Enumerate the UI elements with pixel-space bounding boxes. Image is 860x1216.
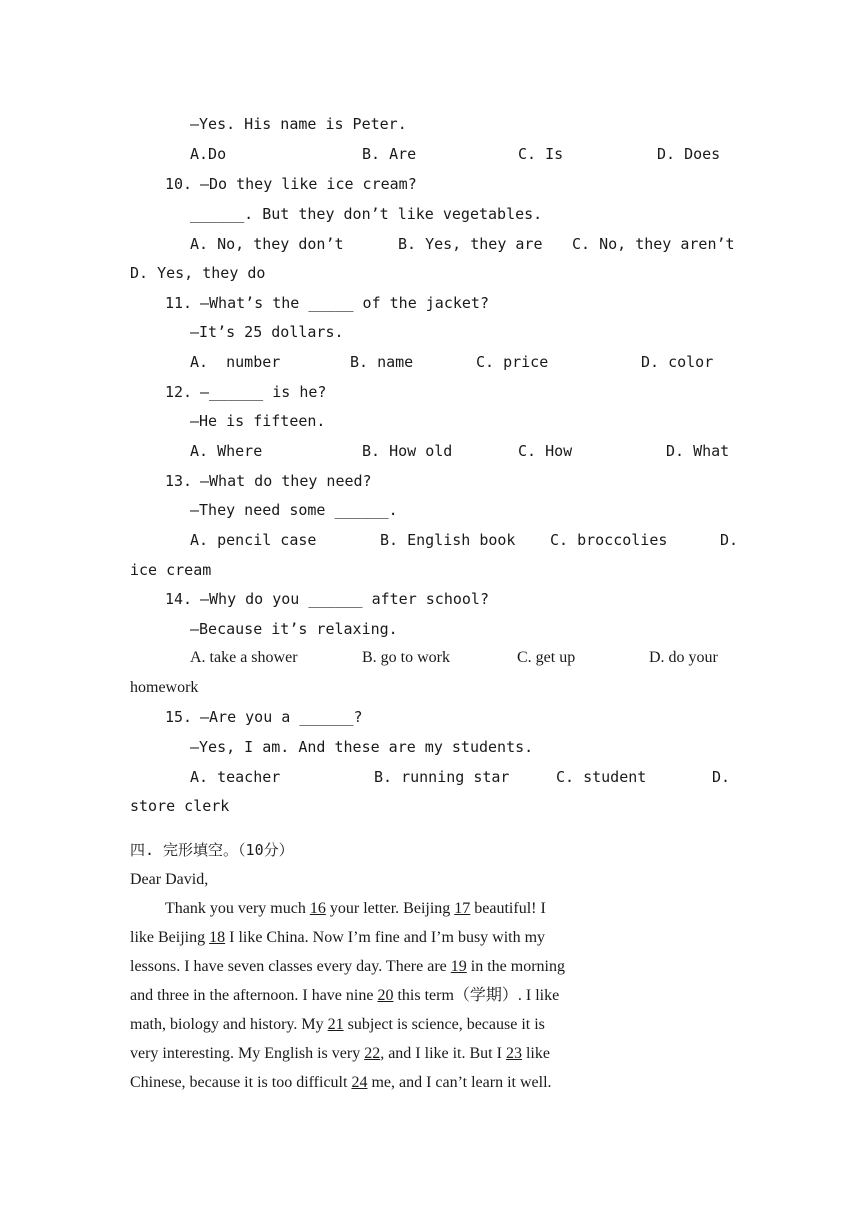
q9-option-c: C. Is — [518, 145, 564, 163]
q11-option-b: B. name — [350, 353, 414, 371]
q13-number: 13. — [165, 472, 193, 490]
q11-line2: —It’s 25 dollars. — [190, 323, 344, 341]
q10-question: —Do they like ice cream? — [200, 175, 417, 193]
blank-22: 22 — [364, 1045, 381, 1062]
q10-option-d: D. Yes, they do — [130, 264, 266, 282]
q11-question: —What’s the _____ of the jacket? — [200, 294, 489, 312]
q12-option-d: D. What — [666, 442, 730, 460]
q14-option-d: D. do your — [649, 649, 718, 666]
blank-17: 17 — [454, 900, 471, 917]
q11-number: 11. — [165, 294, 193, 312]
q14-option-c: C. get up — [517, 649, 576, 666]
q10-option-b: B. Yes, they are — [398, 235, 543, 253]
cloze-line-3: lessons. I have seven classes every day. There are 19 in the morning — [130, 958, 565, 975]
q14-number: 14. — [165, 590, 193, 608]
q14-option-a: A. take a shower — [190, 649, 298, 666]
q13-option-d: D. — [720, 531, 739, 549]
q10-number: 10. — [165, 175, 193, 193]
q10-line2: ______. But they don’t like vegetables. — [190, 205, 543, 223]
q15-option-b: B. running star — [374, 768, 510, 786]
cloze-line-4: and three in the afternoon. I have nine 20 this term（学期）. I like — [130, 987, 560, 1004]
q12-option-b: B. How old — [362, 442, 453, 460]
q9-option-b: B. Are — [362, 145, 417, 163]
q12-line2: —He is fifteen. — [190, 412, 326, 430]
blank-16: 16 — [309, 900, 326, 917]
q15-line2: —Yes, I am. And these are my students. — [190, 738, 534, 756]
q12-option-a: A. Where — [190, 442, 263, 460]
q13-option-d-wrap: ice cream — [130, 561, 212, 579]
cloze-line-7: Chinese, because it is too difficult 24 me, and I can’t learn it well. — [130, 1074, 552, 1091]
q15-option-d: D. — [712, 768, 731, 786]
q10-option-c: C. No, they aren’t — [572, 235, 735, 253]
blank-20: 20 — [377, 987, 394, 1004]
cloze-line-5: math, biology and history. My 21 subject is science, because it is — [130, 1016, 545, 1033]
q12-number: 12. — [165, 383, 193, 401]
blank-19: 19 — [450, 958, 467, 975]
cloze-line-2: like Beijing 18 I like China. Now I’m fine and I’m busy with my — [130, 929, 546, 946]
q15-number: 15. — [165, 708, 193, 726]
q14-question: —Why do you ______ after school? — [200, 590, 489, 608]
q15-option-c: C. student — [556, 768, 647, 786]
blank-21: 21 — [327, 1016, 344, 1033]
q11-option-c: C. price — [476, 353, 549, 371]
q9-answer-line: —Yes. His name is Peter. — [190, 115, 407, 133]
q12-option-c: C. How — [518, 442, 573, 460]
blank-24: 24 — [351, 1074, 368, 1091]
q9-option-a: A.Do — [190, 145, 227, 163]
blank-23: 23 — [505, 1045, 522, 1062]
q10-option-a: A. No, they don’t — [190, 235, 344, 253]
letter-greeting: Dear David, — [130, 871, 209, 888]
q15-option-a: A. teacher — [190, 768, 281, 786]
cloze-line-6: very interesting. My English is very 22, and I like it. But I 23 like — [130, 1045, 550, 1062]
q13-option-a: A. pencil case — [190, 531, 317, 549]
q12-question: —______ is he? — [200, 383, 327, 401]
cloze-line-1: Thank you very much 16 your letter. Beijing 17 beautiful! I — [165, 900, 546, 917]
q14-option-b: B. go to work — [362, 649, 450, 666]
q13-question: —What do they need? — [200, 472, 372, 490]
q11-option-d: D. color — [641, 353, 714, 371]
q15-option-d-wrap: store clerk — [130, 797, 230, 815]
q14-option-d-wrap: homework — [130, 679, 199, 696]
q13-option-b: B. English book — [380, 531, 516, 549]
q14-line2: —Because it’s relaxing. — [190, 620, 398, 638]
q9-option-d: D. Does — [657, 145, 721, 163]
section-heading: 四. 完形填空。（10分） — [130, 841, 294, 859]
q13-line2: —They need some ______. — [190, 501, 398, 519]
q15-question: —Are you a ______? — [200, 708, 363, 726]
blank-18: 18 — [209, 929, 226, 946]
q13-option-c: C. broccolies — [550, 531, 668, 549]
q11-option-a: A. number — [190, 353, 281, 371]
